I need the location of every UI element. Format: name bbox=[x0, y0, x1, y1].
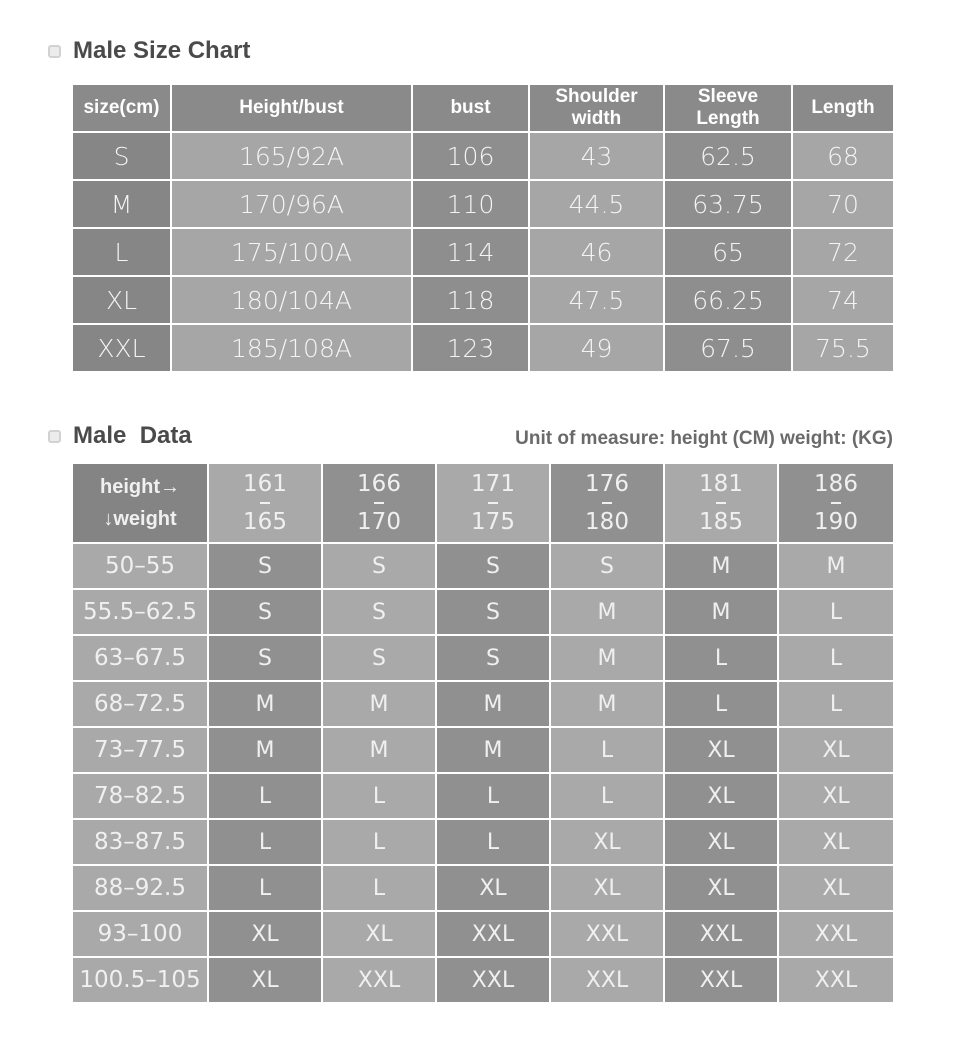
recommended-size-cell: XL bbox=[778, 819, 894, 865]
size-chart-cell: 74 bbox=[792, 276, 894, 324]
recommended-size-cell: XL bbox=[208, 911, 322, 957]
square-bullet-icon bbox=[48, 45, 61, 58]
recommended-size-cell: L bbox=[208, 773, 322, 819]
recommended-size-cell: XXL bbox=[778, 957, 894, 1003]
height-range-from: 181 bbox=[699, 470, 743, 497]
size-chart-cell: 44.5 bbox=[529, 180, 664, 228]
size-chart-cell: 65 bbox=[664, 228, 792, 276]
male-data-row bbox=[72, 957, 894, 1003]
size-chart-cell: S bbox=[72, 132, 171, 180]
weight-range-cell: 63–67.5 bbox=[72, 635, 208, 681]
male-data-row bbox=[72, 865, 894, 911]
recommended-size-cell: XL bbox=[550, 819, 664, 865]
recommended-size-cell: XXL bbox=[322, 957, 436, 1003]
weight-axis-label: ↓weight bbox=[103, 508, 177, 530]
unit-note: Unit of measure: height (CM) weight: (KG) bbox=[515, 428, 893, 449]
recommended-size-cell: S bbox=[208, 635, 322, 681]
recommended-size-cell: L bbox=[436, 819, 550, 865]
recommended-size-cell: L bbox=[322, 773, 436, 819]
recommended-size-cell: M bbox=[322, 681, 436, 727]
size-chart-row bbox=[72, 228, 894, 276]
size-chart-cell: 68 bbox=[792, 132, 894, 180]
size-chart-cell: 170/96A bbox=[171, 180, 412, 228]
male-data-row bbox=[72, 589, 894, 635]
male-data-row bbox=[72, 543, 894, 589]
size-chart-cell: 49 bbox=[529, 324, 664, 372]
height-range-from: 166 bbox=[357, 470, 401, 497]
size-chart-cell: 123 bbox=[412, 324, 529, 372]
size-chart-cell: 75.5 bbox=[792, 324, 894, 372]
recommended-size-cell: XL bbox=[664, 865, 778, 911]
recommended-size-cell: XL bbox=[322, 911, 436, 957]
size-chart-cell: 46 bbox=[529, 228, 664, 276]
male-data-row bbox=[72, 819, 894, 865]
height-range-from: 171 bbox=[471, 470, 515, 497]
height-range-to: 165 bbox=[243, 509, 287, 536]
weight-range-cell: 73–77.5 bbox=[72, 727, 208, 773]
recommended-size-cell: L bbox=[778, 681, 894, 727]
recommended-size-cell: M bbox=[436, 681, 550, 727]
height-range-to: 190 bbox=[814, 509, 858, 536]
recommended-size-cell: XL bbox=[778, 773, 894, 819]
size-chart-cell: 72 bbox=[792, 228, 894, 276]
size-chart-row bbox=[72, 276, 894, 324]
recommended-size-cell: XL bbox=[664, 727, 778, 773]
male-data-row bbox=[72, 635, 894, 681]
size-chart-row bbox=[72, 132, 894, 180]
weight-range-cell: 78–82.5 bbox=[72, 773, 208, 819]
size-chart-column-header: bust bbox=[412, 84, 529, 132]
recommended-size-cell: XXL bbox=[550, 911, 664, 957]
height-range-from: 176 bbox=[585, 470, 629, 497]
recommended-size-cell: S bbox=[436, 589, 550, 635]
recommended-size-cell: L bbox=[322, 865, 436, 911]
recommended-size-cell: XXL bbox=[778, 911, 894, 957]
recommended-size-cell: M bbox=[322, 727, 436, 773]
size-chart-cell: 70 bbox=[792, 180, 894, 228]
size-chart-cell: XL bbox=[72, 276, 171, 324]
height-range-header bbox=[322, 463, 436, 543]
weight-range-cell: 50–55 bbox=[72, 543, 208, 589]
height-range-header bbox=[208, 463, 322, 543]
size-chart-table bbox=[71, 83, 895, 373]
height-weight-corner-cell bbox=[72, 463, 208, 543]
size-chart-cell: 63.75 bbox=[664, 180, 792, 228]
recommended-size-cell: XXL bbox=[436, 957, 550, 1003]
recommended-size-cell: S bbox=[322, 589, 436, 635]
recommended-size-cell: XL bbox=[208, 957, 322, 1003]
weight-range-cell: 68–72.5 bbox=[72, 681, 208, 727]
size-chart-column-header: Sleeve Length bbox=[664, 84, 792, 132]
height-range-header bbox=[550, 463, 664, 543]
height-range-to: 185 bbox=[699, 509, 743, 536]
size-chart-cell: 180/104A bbox=[171, 276, 412, 324]
recommended-size-cell: S bbox=[208, 589, 322, 635]
size-chart-title: Male Size Chart bbox=[73, 37, 251, 64]
recommended-size-cell: L bbox=[664, 681, 778, 727]
male-data-heading bbox=[48, 422, 192, 450]
recommended-size-cell: L bbox=[664, 635, 778, 681]
recommended-size-cell: M bbox=[550, 635, 664, 681]
weight-range-cell: 100.5–105 bbox=[72, 957, 208, 1003]
height-range-to: 170 bbox=[357, 509, 401, 536]
recommended-size-cell: XL bbox=[664, 819, 778, 865]
height-range-header bbox=[664, 463, 778, 543]
size-chart-column-header: size(cm) bbox=[72, 84, 171, 132]
recommended-size-cell: XL bbox=[778, 727, 894, 773]
recommended-size-cell: S bbox=[322, 543, 436, 589]
square-bullet-icon bbox=[48, 430, 61, 443]
recommended-size-cell: M bbox=[550, 589, 664, 635]
recommended-size-cell: M bbox=[550, 681, 664, 727]
height-range-to: 180 bbox=[585, 509, 629, 536]
recommended-size-cell: S bbox=[436, 543, 550, 589]
size-chart-header-row bbox=[72, 84, 894, 132]
recommended-size-cell: XL bbox=[664, 773, 778, 819]
recommended-size-cell: L bbox=[550, 727, 664, 773]
size-chart-cell: 114 bbox=[412, 228, 529, 276]
recommended-size-cell: L bbox=[322, 819, 436, 865]
male-data-row bbox=[72, 681, 894, 727]
recommended-size-cell: XXL bbox=[664, 911, 778, 957]
recommended-size-cell: L bbox=[778, 635, 894, 681]
height-range-header bbox=[778, 463, 894, 543]
recommended-size-cell: S bbox=[436, 635, 550, 681]
recommended-size-cell: L bbox=[436, 773, 550, 819]
recommended-size-cell: XL bbox=[550, 865, 664, 911]
size-chart-row bbox=[72, 324, 894, 372]
height-range-header bbox=[436, 463, 550, 543]
recommended-size-cell: XXL bbox=[664, 957, 778, 1003]
recommended-size-cell: M bbox=[778, 543, 894, 589]
size-chart-cell: 118 bbox=[412, 276, 529, 324]
size-chart-cell: 43 bbox=[529, 132, 664, 180]
recommended-size-cell: L bbox=[778, 589, 894, 635]
size-chart-cell: L bbox=[72, 228, 171, 276]
male-data-row bbox=[72, 773, 894, 819]
male-data-header-row bbox=[72, 463, 894, 543]
weight-range-cell: 88–92.5 bbox=[72, 865, 208, 911]
height-range-to: 175 bbox=[471, 509, 515, 536]
height-range-from: 186 bbox=[814, 470, 858, 497]
recommended-size-cell: S bbox=[208, 543, 322, 589]
recommended-size-cell: XXL bbox=[436, 911, 550, 957]
size-chart-cell: 175/100A bbox=[171, 228, 412, 276]
size-chart-column-header: Shoulder width bbox=[529, 84, 664, 132]
size-chart-cell: 110 bbox=[412, 180, 529, 228]
size-chart-heading bbox=[48, 37, 250, 65]
male-data-title: Male Data bbox=[73, 422, 192, 449]
recommended-size-cell: L bbox=[208, 865, 322, 911]
weight-range-cell: 93–100 bbox=[72, 911, 208, 957]
weight-range-cell: 55.5–62.5 bbox=[72, 589, 208, 635]
recommended-size-cell: XXL bbox=[550, 957, 664, 1003]
recommended-size-cell: M bbox=[208, 727, 322, 773]
recommended-size-cell: L bbox=[550, 773, 664, 819]
size-chart-cell: M bbox=[72, 180, 171, 228]
height-axis-label: height→ bbox=[100, 476, 180, 498]
size-chart-column-header: Length bbox=[792, 84, 894, 132]
male-data-table bbox=[71, 462, 895, 1004]
recommended-size-cell: M bbox=[664, 589, 778, 635]
height-range-from: 161 bbox=[243, 470, 287, 497]
size-chart-cell: 185/108A bbox=[171, 324, 412, 372]
recommended-size-cell: L bbox=[208, 819, 322, 865]
size-chart-row bbox=[72, 180, 894, 228]
male-data-row bbox=[72, 727, 894, 773]
size-chart-cell: 165/92A bbox=[171, 132, 412, 180]
size-chart-cell: 67.5 bbox=[664, 324, 792, 372]
size-chart-column-header: Height/bust bbox=[171, 84, 412, 132]
male-data-row bbox=[72, 911, 894, 957]
recommended-size-cell: XL bbox=[778, 865, 894, 911]
recommended-size-cell: XL bbox=[436, 865, 550, 911]
size-chart-cell: 62.5 bbox=[664, 132, 792, 180]
weight-range-cell: 83–87.5 bbox=[72, 819, 208, 865]
recommended-size-cell: M bbox=[436, 727, 550, 773]
size-chart-cell: 106 bbox=[412, 132, 529, 180]
size-chart-cell: 47.5 bbox=[529, 276, 664, 324]
recommended-size-cell: S bbox=[322, 635, 436, 681]
size-chart-cell: XXL bbox=[72, 324, 171, 372]
recommended-size-cell: M bbox=[664, 543, 778, 589]
size-chart-cell: 66.25 bbox=[664, 276, 792, 324]
recommended-size-cell: M bbox=[208, 681, 322, 727]
recommended-size-cell: S bbox=[550, 543, 664, 589]
